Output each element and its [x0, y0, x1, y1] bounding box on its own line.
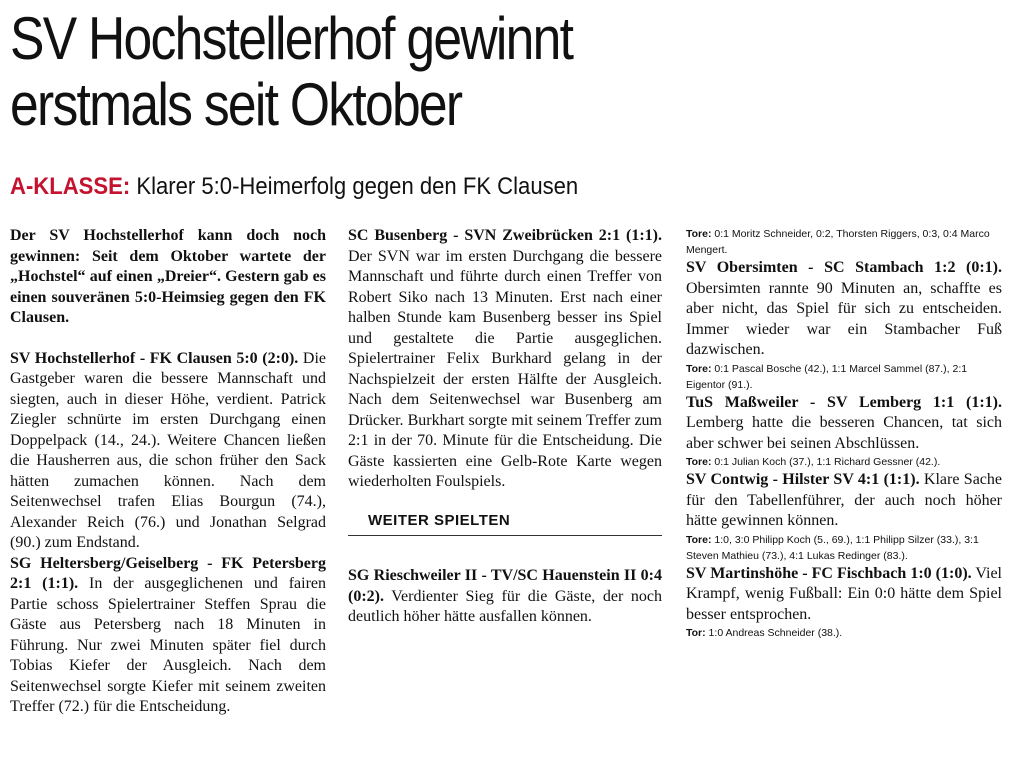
column-2: [348, 226, 662, 628]
section-heading-weiter-spielten: WEITER SPIELTEN: [348, 511, 662, 537]
match-heading: SV Martinshöhe - FC Fischbach 1:0 (1:0).: [686, 564, 972, 582]
scorers-text: 1:0 Andreas Schneider (38.).: [705, 627, 843, 639]
scorers-line: [686, 454, 1002, 470]
scorers-label: Tore:: [686, 362, 712, 375]
scorers-label: Tore:: [686, 533, 712, 546]
match-report: [10, 349, 326, 554]
match-text: Lemberg hatte die besseren Chancen, tat sich aber schwer bei seinen Abschlüssen.: [686, 414, 1002, 452]
match-heading: SV Obersimten - SC Stambach 1:2 (0:1).: [686, 259, 1002, 276]
scorers-line: [686, 226, 1002, 258]
match-heading: SG Heltersberg/Geiselberg - FK Petersberg 2:1 (1:1).: [10, 554, 326, 592]
match-report: [348, 226, 662, 493]
lead-paragraph: Der SV Hochstellerhof kann doch noch gewinnen: Seit dem Oktober wartete der „Hochstel“ auf einen „Dreier“. Gestern gab es einen souveränen 5:0-Heimsieg gegen den FK Clausen.: [10, 227, 326, 326]
scorers-text: 0:1 Julian Koch (37.), 1:1 Richard Gessner (42.).: [711, 456, 941, 468]
scorers-label: Tor:: [686, 627, 706, 639]
short-report: [686, 470, 1002, 532]
column-1: [10, 226, 326, 718]
scorers-label: Tore:: [686, 228, 712, 240]
match-text: Viel Krampf, wenig Fußball: Ein 0:0 hätte dem Spiel besser entsprochen.: [686, 564, 1002, 623]
match-heading: SG Rieschweiler II - TV/SC Hauenstein II 0:4 (0:2).: [348, 567, 662, 605]
match-report: [10, 554, 326, 718]
headline: [10, 6, 870, 138]
short-report: [686, 564, 1002, 626]
kicker: A-KLASSE:: [10, 173, 131, 200]
short-report: [686, 393, 1002, 455]
column-3: [686, 226, 1002, 641]
match-text: Verdienter Sieg für die Gäste, der noch deutlich höher hätte ausfallen können.: [348, 587, 662, 625]
headline-line-1: SV Hochstellerhof gewinnt: [10, 5, 573, 72]
match-text: Klare Sache für den Tabellenführer, der auch noch höher hätte gewinnen können.: [686, 471, 1003, 529]
scorers-text: 0:1 Pascal Bosche (42.), 1:1 Marcel Sammel (87.), 2:1 Eigentor (91.).: [686, 362, 968, 391]
headline-line-2: erstmals seit Oktober: [10, 71, 462, 138]
match-heading: SV Hochstellerhof - FK Clausen 5:0 (2:0).: [10, 349, 299, 367]
match-heading: SC Busenberg - SVN Zweibrücken 2:1 (1:1).: [348, 227, 662, 244]
scorers-text: 1:0, 3:0 Philipp Koch (5., 69.), 1:1 Philipp Silzer (33.), 3:1 Steven Mathieu (73.), 4:1 Lukas Redinger (83.).: [686, 533, 979, 562]
match-text: Obersimten rannte 90 Minuten an, schaffte es aber nicht, das Spiel für sich zu entscheiden. Immer wieder war ein Stambacher Fuß dazwischen.: [686, 279, 1002, 358]
scorers-text: 0:1 Moritz Schneider, 0:2, Thorsten Riggers, 0:3, 0:4 Marco Mengert.: [686, 228, 990, 256]
subline-text: Klarer 5:0-Heimerfolg gegen den FK Clausen: [136, 173, 579, 200]
match-heading: SV Contwig - Hilster SV 4:1 (1:1).: [686, 471, 920, 488]
short-report: [686, 258, 1002, 361]
match-text: Die Gastgeber waren die bessere Mannschaft und siegten, auch in dieser Höhe, verdient. Patrick Ziegler schnürte im ersten Durchgang einen Doppelpack (14., 24.). Weitere Chancen ließen die Hausherren aus, die schon früher den Sack hätten zumachen können. Nach dem Seitenwechsel trafen Elias Bourgun (74.), Alexander Reich (76.) und Jonathan Selgrad (90.) zum Endstand.: [10, 349, 326, 551]
match-text: Der SVN war im ersten Durchgang die bessere Mannschaft und führte durch einen Treffer von Robert Siko nach 13 Minuten. Erst nach einer halben Stunde kam Busenberg besser ins Spiel und gestaltete die Partie ausgeglichen. Spielertrainer Felix Burkhard gelang in der Nachspielzeit der ersten Hälfte der Ausgleich. Nach dem Seitenwechsel war Busenberg am Drücker. Burkhart sorgte mit seinem Treffer zum 2:1 in der 70. Minute für die Entscheidung. Die Gäste kassierten eine Gelb-Rote Karte wegen wiederholten Foulspiels.: [348, 247, 662, 490]
scorers-line: [686, 532, 1002, 564]
scorers-line: [686, 361, 1002, 393]
match-heading: TuS Maßweiler - SV Lemberg 1:1 (1:1).: [686, 393, 1002, 411]
subline: [10, 172, 930, 202]
scorers-label: Tore:: [686, 456, 712, 468]
match-text: In der ausgeglichenen und fairen Partie schoss Spielertrainer Steffen Sprau die Gäste aus Petersberg nach 18 Minuten in Führung. Nur zwei Minuten später fiel durch Tobias Kiefer der Ausgleich. Nach dem Seitenwechsel sorgte Kiefer mit seinem zweiten Treffer (72.) für die Entscheidung.: [10, 575, 327, 715]
scorers-line: [686, 625, 1002, 641]
short-report: [348, 566, 662, 628]
